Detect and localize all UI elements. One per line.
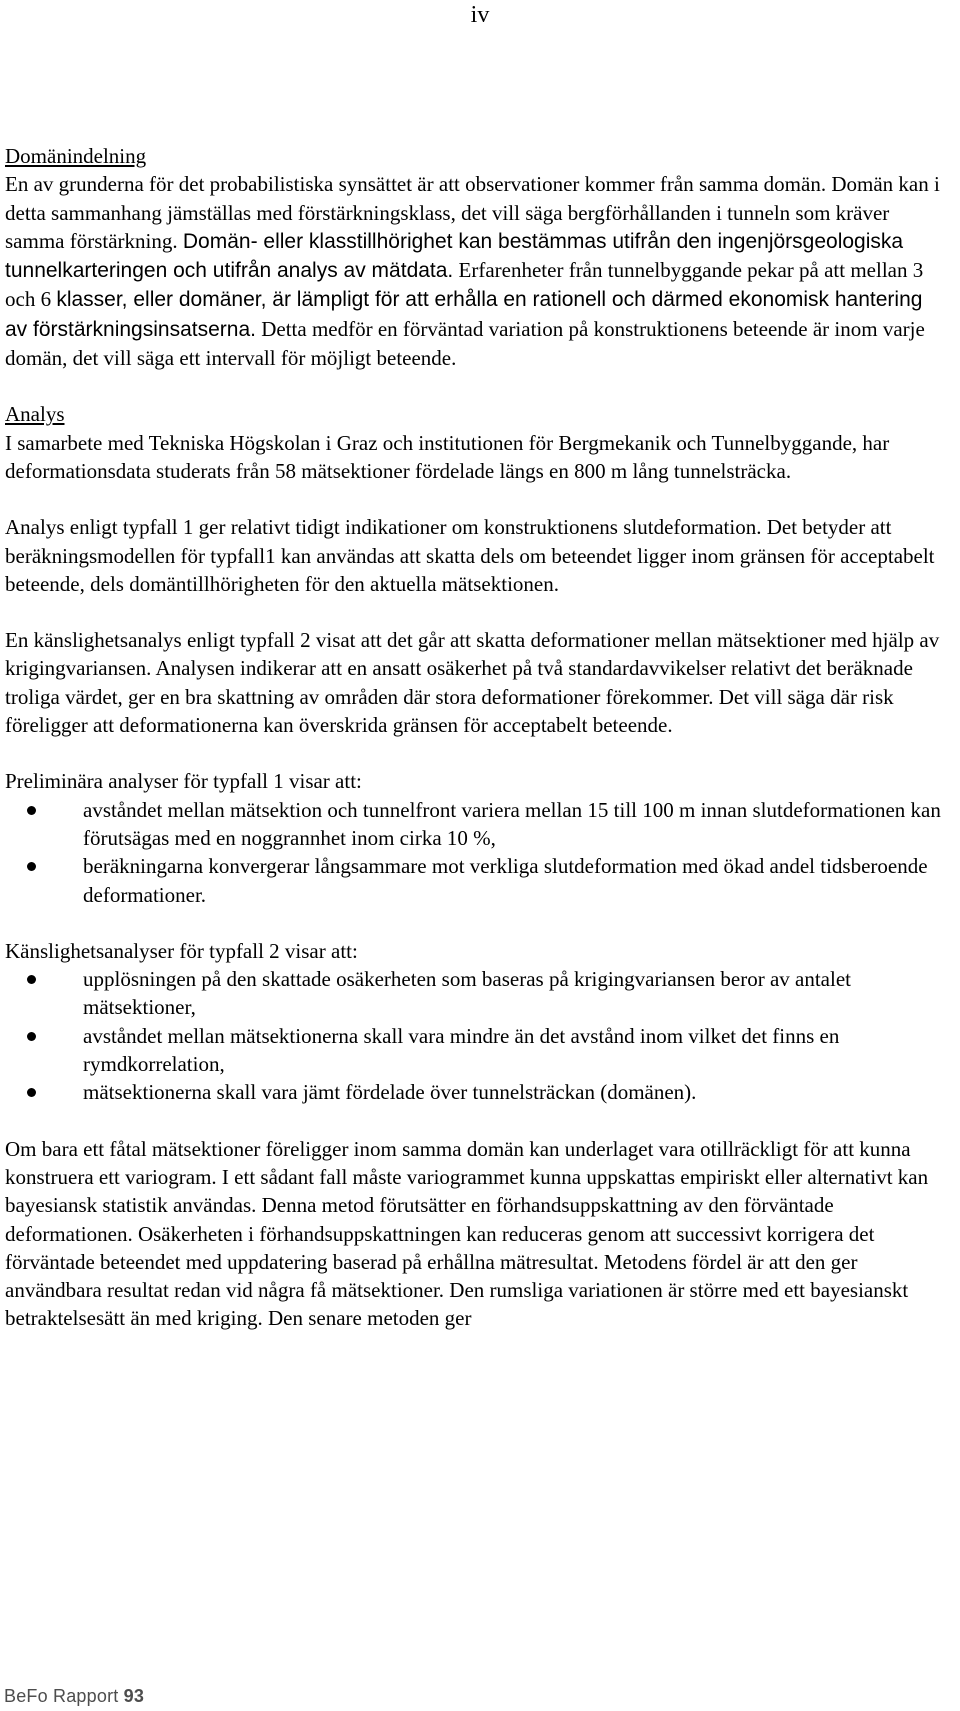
document-body: [5, 142, 950, 1333]
paragraph-domain: [5, 170, 950, 372]
list-item-text: avståndet mellan mätsektion och tunnelfront variera mellan 15 till 100 m innan slutdeformationen kan förutsägas med en noggrannhet inom cirka 10 %,: [83, 797, 941, 850]
paragraph-analysis: I samarbete med Tekniska Högskolan i Graz och institutionen för Bergmekanik och Tunnelbyggande, har deformationsdata studerats från 58 mätsektioner fördelade längs en 800 m lång tunnelsträcka.: [5, 430, 890, 483]
paragraph-domain-part-4: klasser, eller domäner, är lämpligt för att erhålla en rationell och därmed ekonomisk hantering av förstärkningsinsatserna.: [5, 288, 923, 341]
bullet-icon: [27, 1032, 36, 1041]
bullet-icon: [27, 1088, 36, 1097]
footer: [4, 1685, 144, 1707]
footer-label: BeFo Rapport: [4, 1686, 119, 1706]
sens-lead: Känslighetsanalyser för typfall 2 visar att:: [5, 938, 358, 963]
list-item: [5, 1078, 950, 1106]
paragraph-domain-part-3: Erfarenheter från tunnelbyggande pekar på att mellan 3 och 6: [5, 258, 924, 312]
paragraph-domain-part-1: En av grunderna för det probabilistiska synsättet är att observationer kommer från samma domän. Domän kan i detta sammanhang jämställas med förstärkningsklass, det vill säga bergförhållanden i tunneln som kräver samma förstärkning.: [5, 172, 940, 253]
prelim-lead: Preliminära analyser för typfall 1 visar att:: [5, 769, 362, 794]
list-item: [5, 1022, 950, 1079]
paragraph-closing: Om bara ett fåtal mätsektioner föreligger inom samma domän kan underlaget vara otillräckligt för att kunna konstruera ett variogram. I ett sådant fall måste variogrammet kunna uppskattas empiriskt eller alternativt kan bayesiansk statistik användas. Denna metod förutsätter en förhandsuppskattning av den förväntade deformationen. Osäkerheten i förhandsuppskattningen kan reduceras genom att successivt korrigera det förväntade beteendet med uppdatering baserad på erhållna mätresultat. Metodens fördel är att den ger användbara resultat redan vid några få mätsektioner. Den rumsliga variationen är större med ett bayesianskt betraktelsesätt än med kriging. Den senare metoden ger: [5, 1136, 929, 1331]
paragraph-gap: [5, 598, 950, 626]
list-item: [5, 852, 950, 909]
prelim-list: [5, 796, 950, 909]
paragraph-gap: [5, 485, 950, 513]
sens-list: [5, 965, 950, 1106]
paragraph-gap: [5, 372, 950, 400]
paragraph-domain-part-2: Domän- eller klasstillhörighet kan bestämmas utifrån den ingenjörsgeologiska tunnelkarteringen och utifrån analys av mätdata.: [5, 229, 904, 283]
section-heading-domain: Domänindelning: [5, 144, 147, 168]
paragraph-sensitivity: En känslighetsanalys enligt typfall 2 visat att det går att skatta deformationer mellan mätsektioner med hjälp av krigingvariansen. Analysen indikerar att en ansatt osäkerhet på två standardavvikelser relativt det beräknade troliga värdet, ger en bra skattning av områden där stora deformationer förekommer. Det vill säga där risk föreligger att deformationerna kan överskrida gränsen för acceptabelt beteende.: [5, 628, 940, 738]
list-item-text: avståndet mellan mätsektionerna skall vara mindre än det avstånd inom vilket det finns en rymdkorrelation,: [83, 1023, 840, 1077]
page-number: iv: [470, 2, 490, 28]
footer-report-number: 93: [123, 1686, 145, 1706]
paragraph-typfall-1: Analys enligt typfall 1 ger relativt tidigt indikationer om konstruktionens slutdeformation. Det betyder att beräkningsmodellen för typfall1 kan användas att skatta dels om beteendet ligger inom gränsen för acceptabelt beteende, dels domäntillhörigheten för den aktuella mätsektionen.: [5, 515, 935, 596]
list-item-text: mätsektionerna skall vara jämt fördelade över tunnelsträckan (domänen).: [83, 1080, 697, 1105]
list-item: [5, 796, 950, 853]
paragraph-gap: [5, 739, 950, 767]
paragraph-gap: [5, 1107, 950, 1135]
list-item-text: upplösningen på den skattade osäkerheten som baseras på krigingvariansen beror av antalet mätsektioner,: [83, 967, 851, 1020]
bullet-icon: [27, 862, 36, 871]
bullet-icon: [27, 806, 36, 815]
bullet-icon: [27, 975, 36, 984]
section-domain: [5, 142, 950, 372]
list-item-text: beräkningarna konvergerar långsammare mot verkliga slutdeformation med ökad andel tidsberoende deformationer.: [83, 854, 928, 907]
list-item: [5, 965, 950, 1022]
paragraph-gap: [5, 909, 950, 937]
paragraph-domain-part-5: Detta medför en förväntad variation på konstruktionens beteende är inom varje domän, det vill säga ett intervall för möjligt beteende.: [5, 316, 925, 371]
section-analysis: [5, 400, 950, 485]
section-heading-analysis: Analys: [5, 402, 65, 427]
